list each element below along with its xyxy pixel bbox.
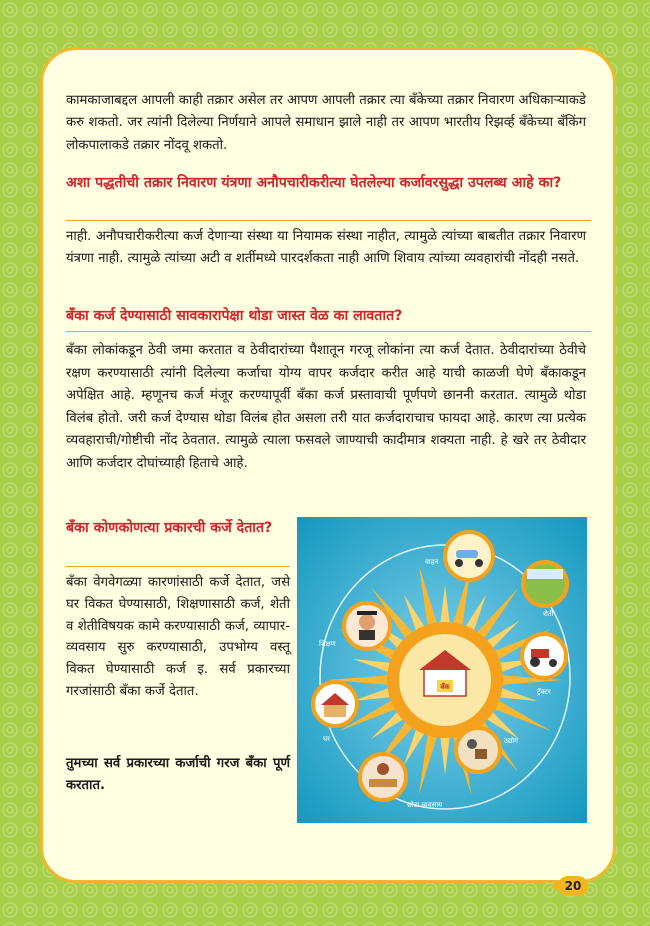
divider	[66, 566, 290, 567]
heading-loan-types: बँका कोणकोणत्या प्रकारची कर्जे देतात?	[66, 520, 273, 536]
label-industry: उद्योग	[504, 737, 518, 745]
page-number: 20	[558, 876, 588, 896]
paragraph-loan-types: बँका वेगवेगळ्या कारणांसाठी कर्जे देतात, जसे घर विकत घेण्यासाठी, शिक्षणासाठी कर्ज, शेती व शेतीविषयक कामे करण्यासाठी कर्ज, व्यापार-व्यवसाय सुरु करण्यासाठी, उपभोग्य वस्तू विकत घेण्यासाठी कर्ज इ. सर्व प्रकारच्या गरजांसाठी बँका कर्जे देतात.	[66, 575, 290, 699]
tractor-icon	[522, 634, 566, 678]
paragraph-conclusion: तुमच्या सर्व प्रकारच्या कर्जाची गरज बँका पूर्ण करतात.	[66, 756, 290, 793]
label-education: शिक्षण	[319, 640, 336, 648]
industry-icon	[456, 728, 500, 772]
small-business-icon	[360, 754, 406, 800]
loan-types-illustration	[297, 517, 587, 823]
label-house: घर	[323, 735, 330, 743]
label-small-business: छोटा व्यवसाय	[407, 801, 443, 809]
divider	[66, 331, 591, 332]
paragraph-informal-answer: नाही. अनौपचारीकरीत्या कर्ज देणाऱ्या संस्था या नियामक संस्था नाहीत, त्यामुळे त्यांच्या बाबतीत तक्रार निवारण यंत्रणा नाही. त्यामुळे त्यांच्या अटी व शर्तीमध्ये पारदर्शकता नाही आणि शिवाय त्यांच्या व्यवहारांची नोंदही नसते.	[66, 229, 586, 267]
heading-informal-grievance: अशा पद्धतीची तक्रार निवारण यंत्रणा अनौपचारीकरीत्या घेतलेल्या कर्जावरसुद्धा उपलब्ध आहे का?	[66, 175, 562, 191]
paragraph-bank-delay: बँका लोकांकडून ठेवी जमा करतात व ठेवीदारांच्या पैशातून गरजू लोकांना त्या कर्ज देतात. ठेवीदारांच्या ठेवीचे रक्षण करण्यासाठी त्यांनी दिलेल्या कर्जाचा योग्य वापर कर्जदार करीत आहे याची काळजी घेणे बँकाकडून अपेक्षित आहे. म्हणूनच कर्ज मंजूर करण्यापूर्वी बँका कर्ज प्रस्तावाची पूर्णपणे छाननी करतात. त्यामुळे थोडा विलंब होतो. जरी कर्ज देण्यास थोडा विलंब होत असला तरी यात कर्जदाराचाच फायदा आहे. कारण त्या प्रत्येक व्यवहाराची/गोष्टीची नोंद ठेवतात. त्यामुळे त्याला फसवले जाण्याची कादीमात्र शक्यता नाही. हे खरे तर ठेवीदार आणि कर्जदार दोघांच्याही हिताचे आहे.	[66, 343, 586, 471]
education-icon	[344, 603, 390, 649]
label-farming: शेती	[543, 610, 554, 618]
page-number-arrow	[551, 880, 558, 892]
vehicle-icon	[445, 532, 493, 580]
divider	[66, 220, 591, 221]
label-vehicle: वाहन	[425, 558, 439, 566]
bank-icon-label: बँक	[440, 683, 450, 691]
label-tractor: ट्रॅक्टर	[537, 688, 551, 696]
house-icon	[313, 682, 357, 726]
heading-bank-delay: बँका कर्ज देण्यासाठी सावकारापेक्षा थोडा जास्त वेळ का लावतात?	[66, 308, 403, 324]
paragraph-complaint: कामकाजाबद्दल आपली काही तक्रार असेल तर आपण आपली तक्रार त्या बँकेच्या तक्रार निवारण अधिकाऱ्याकडे करु शकतो. जर त्यांनी दिलेल्या निर्णयाने आपले समाधान झाले नाही तर आपण भारतीय रिझर्व्ह बँकेच्या बँकिंग लोकपालाकडे तक्रार नोंदवू शकतो.	[66, 93, 586, 153]
farming-icon	[523, 562, 567, 606]
